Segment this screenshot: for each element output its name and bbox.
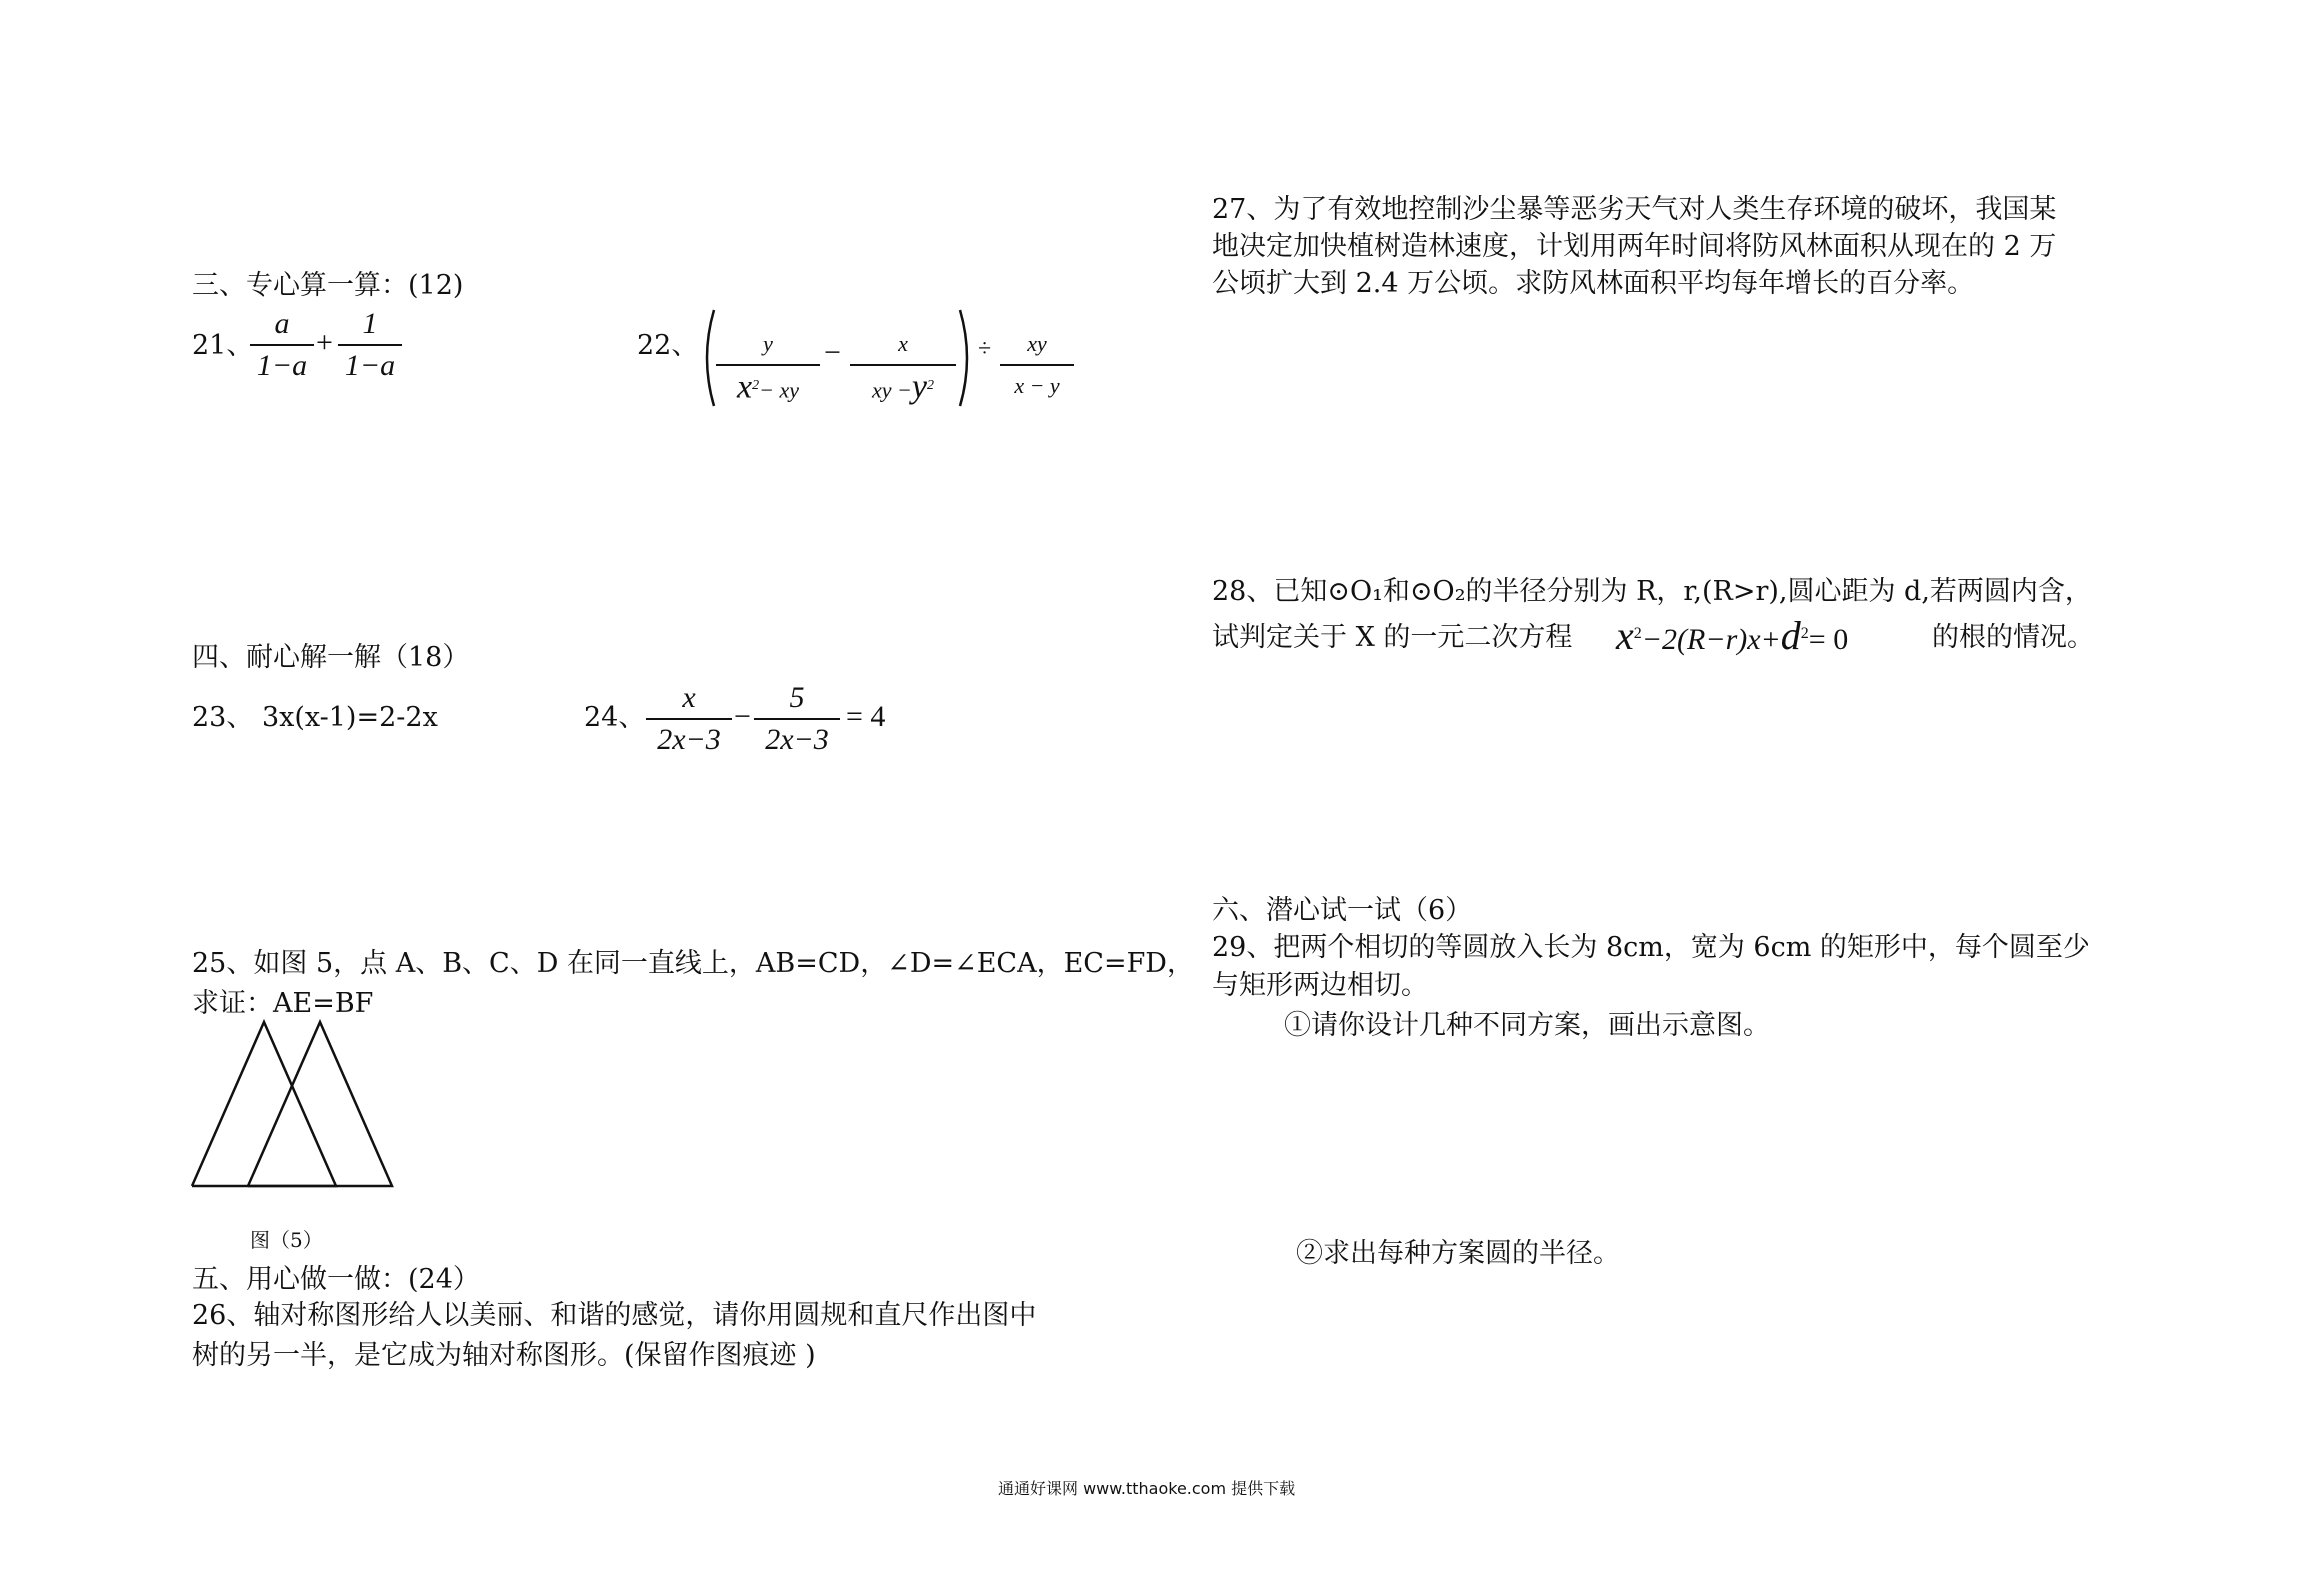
q24-label: 24、 xyxy=(584,702,646,733)
q27-line1: 27、为了有效地控制沙尘暴等恶劣天气对人类生存环境的破坏，我国某 xyxy=(1212,194,2057,225)
q22-num2: x xyxy=(898,331,908,356)
q22-den2: xy $-y^2$ xyxy=(872,368,934,406)
figure-5-triangles xyxy=(186,1016,398,1194)
q28-eq-sup2: 2 xyxy=(1800,625,1809,642)
q29-line2: 与矩形两边相切。 xyxy=(1212,970,1428,1001)
q21-den2: 1−a xyxy=(344,349,396,382)
q22-num3: xy xyxy=(1027,331,1047,356)
q22-frac2 xyxy=(850,326,956,408)
q29-sub1: ①请你设计几种不同方案，画出示意图。 xyxy=(1284,1010,1770,1041)
q22-num1: y xyxy=(763,331,773,356)
q22-frac3 xyxy=(1000,326,1074,404)
q24-equals: = 4 xyxy=(846,700,886,733)
q28-eq-x: x xyxy=(1616,613,1634,658)
q26-line2: 树的另一半，是它成为轴对称图形。(保留作图痕迹 ) xyxy=(192,1340,816,1371)
q21-label: 21、 xyxy=(192,330,254,361)
q28-eq-end: = 0 xyxy=(1808,623,1849,656)
triangle-right xyxy=(248,1022,392,1186)
section-4-heading: 四、耐心解一解（18） xyxy=(192,642,470,673)
figure-5-caption: 图（5） xyxy=(250,1228,323,1252)
q25-line2: 求证：AE=BF xyxy=(192,988,374,1019)
q24-den2: 2x−3 xyxy=(765,723,829,756)
q28-line2-start: 试判定关于 X 的一元二次方程 xyxy=(1212,622,1573,653)
q22-den1: $x^2-$ xy xyxy=(737,368,799,406)
q21-plus: + xyxy=(316,326,333,359)
q28-eq-d: d xyxy=(1780,613,1801,658)
q21-den1: 1−a xyxy=(256,349,308,382)
q22-divide: ÷ xyxy=(978,336,992,362)
q22-minus: − xyxy=(824,336,841,369)
q24-den1: 2x−3 xyxy=(657,723,721,756)
q24-frac2 xyxy=(754,680,840,758)
q22-left-paren xyxy=(698,308,718,408)
q28-eq-mid: −2(R−r)x+ xyxy=(1641,623,1781,656)
q25-line1: 25、如图 5，点 A、B、C、D 在同一直线上，AB=CD，∠D=∠ECA，EC=FD， xyxy=(192,948,1194,979)
q29-sub2: ②求出每种方案圆的半径。 xyxy=(1296,1238,1620,1269)
section-3-heading: 三、专心算一算：(12) xyxy=(192,270,464,301)
q28-line2-end: 的根的情况。 xyxy=(1932,622,2094,653)
q28-equation xyxy=(1616,612,1848,659)
q28-eq-sup1: 2 xyxy=(1633,625,1642,642)
q24-num2: 5 xyxy=(789,681,805,714)
q21-frac2 xyxy=(338,306,402,384)
q21-frac1 xyxy=(250,306,314,384)
q22-label: 22、 xyxy=(637,330,699,361)
q28-line1: 28、已知⊙O₁和⊙O₂的半径分别为 R，r,(R>r),圆心距为 d,若两圆内含， xyxy=(1212,576,2092,607)
q29-line1: 29、把两个相切的等圆放入长为 8cm，宽为 6cm 的矩形中，每个圆至少 xyxy=(1212,932,2090,963)
q27-line3: 公顷扩大到 2.4 万公顷。求防风林面积平均每年增长的百分率。 xyxy=(1212,268,1975,299)
q22-frac1 xyxy=(716,326,820,408)
q21-num1: a xyxy=(274,307,290,340)
q27-line2: 地决定加快植树造林速度，计划用两年时间将防风林面积从现在的 2 万 xyxy=(1212,231,2057,262)
q24-num1: x xyxy=(682,681,696,714)
section-6-heading: 六、潜心试一试（6） xyxy=(1212,895,1473,926)
q24-minus: − xyxy=(734,700,751,733)
q22-right-paren xyxy=(956,308,976,408)
section-5-heading: 五、用心做一做：(24） xyxy=(192,1264,480,1295)
triangle-left xyxy=(192,1022,336,1186)
q22-den3: x − y xyxy=(1014,373,1060,398)
q23-text: 23、 3x(x-1)=2-2x xyxy=(192,702,438,733)
q24-frac1 xyxy=(646,680,732,758)
footer-source: 通通好课网 www.tthaoke.com 提供下载 xyxy=(998,1479,1296,1498)
q26-line1: 26、轴对称图形给人以美丽、和谐的感觉，请你用圆规和直尺作出图中 xyxy=(192,1300,1037,1331)
q21-num2: 1 xyxy=(362,307,378,340)
